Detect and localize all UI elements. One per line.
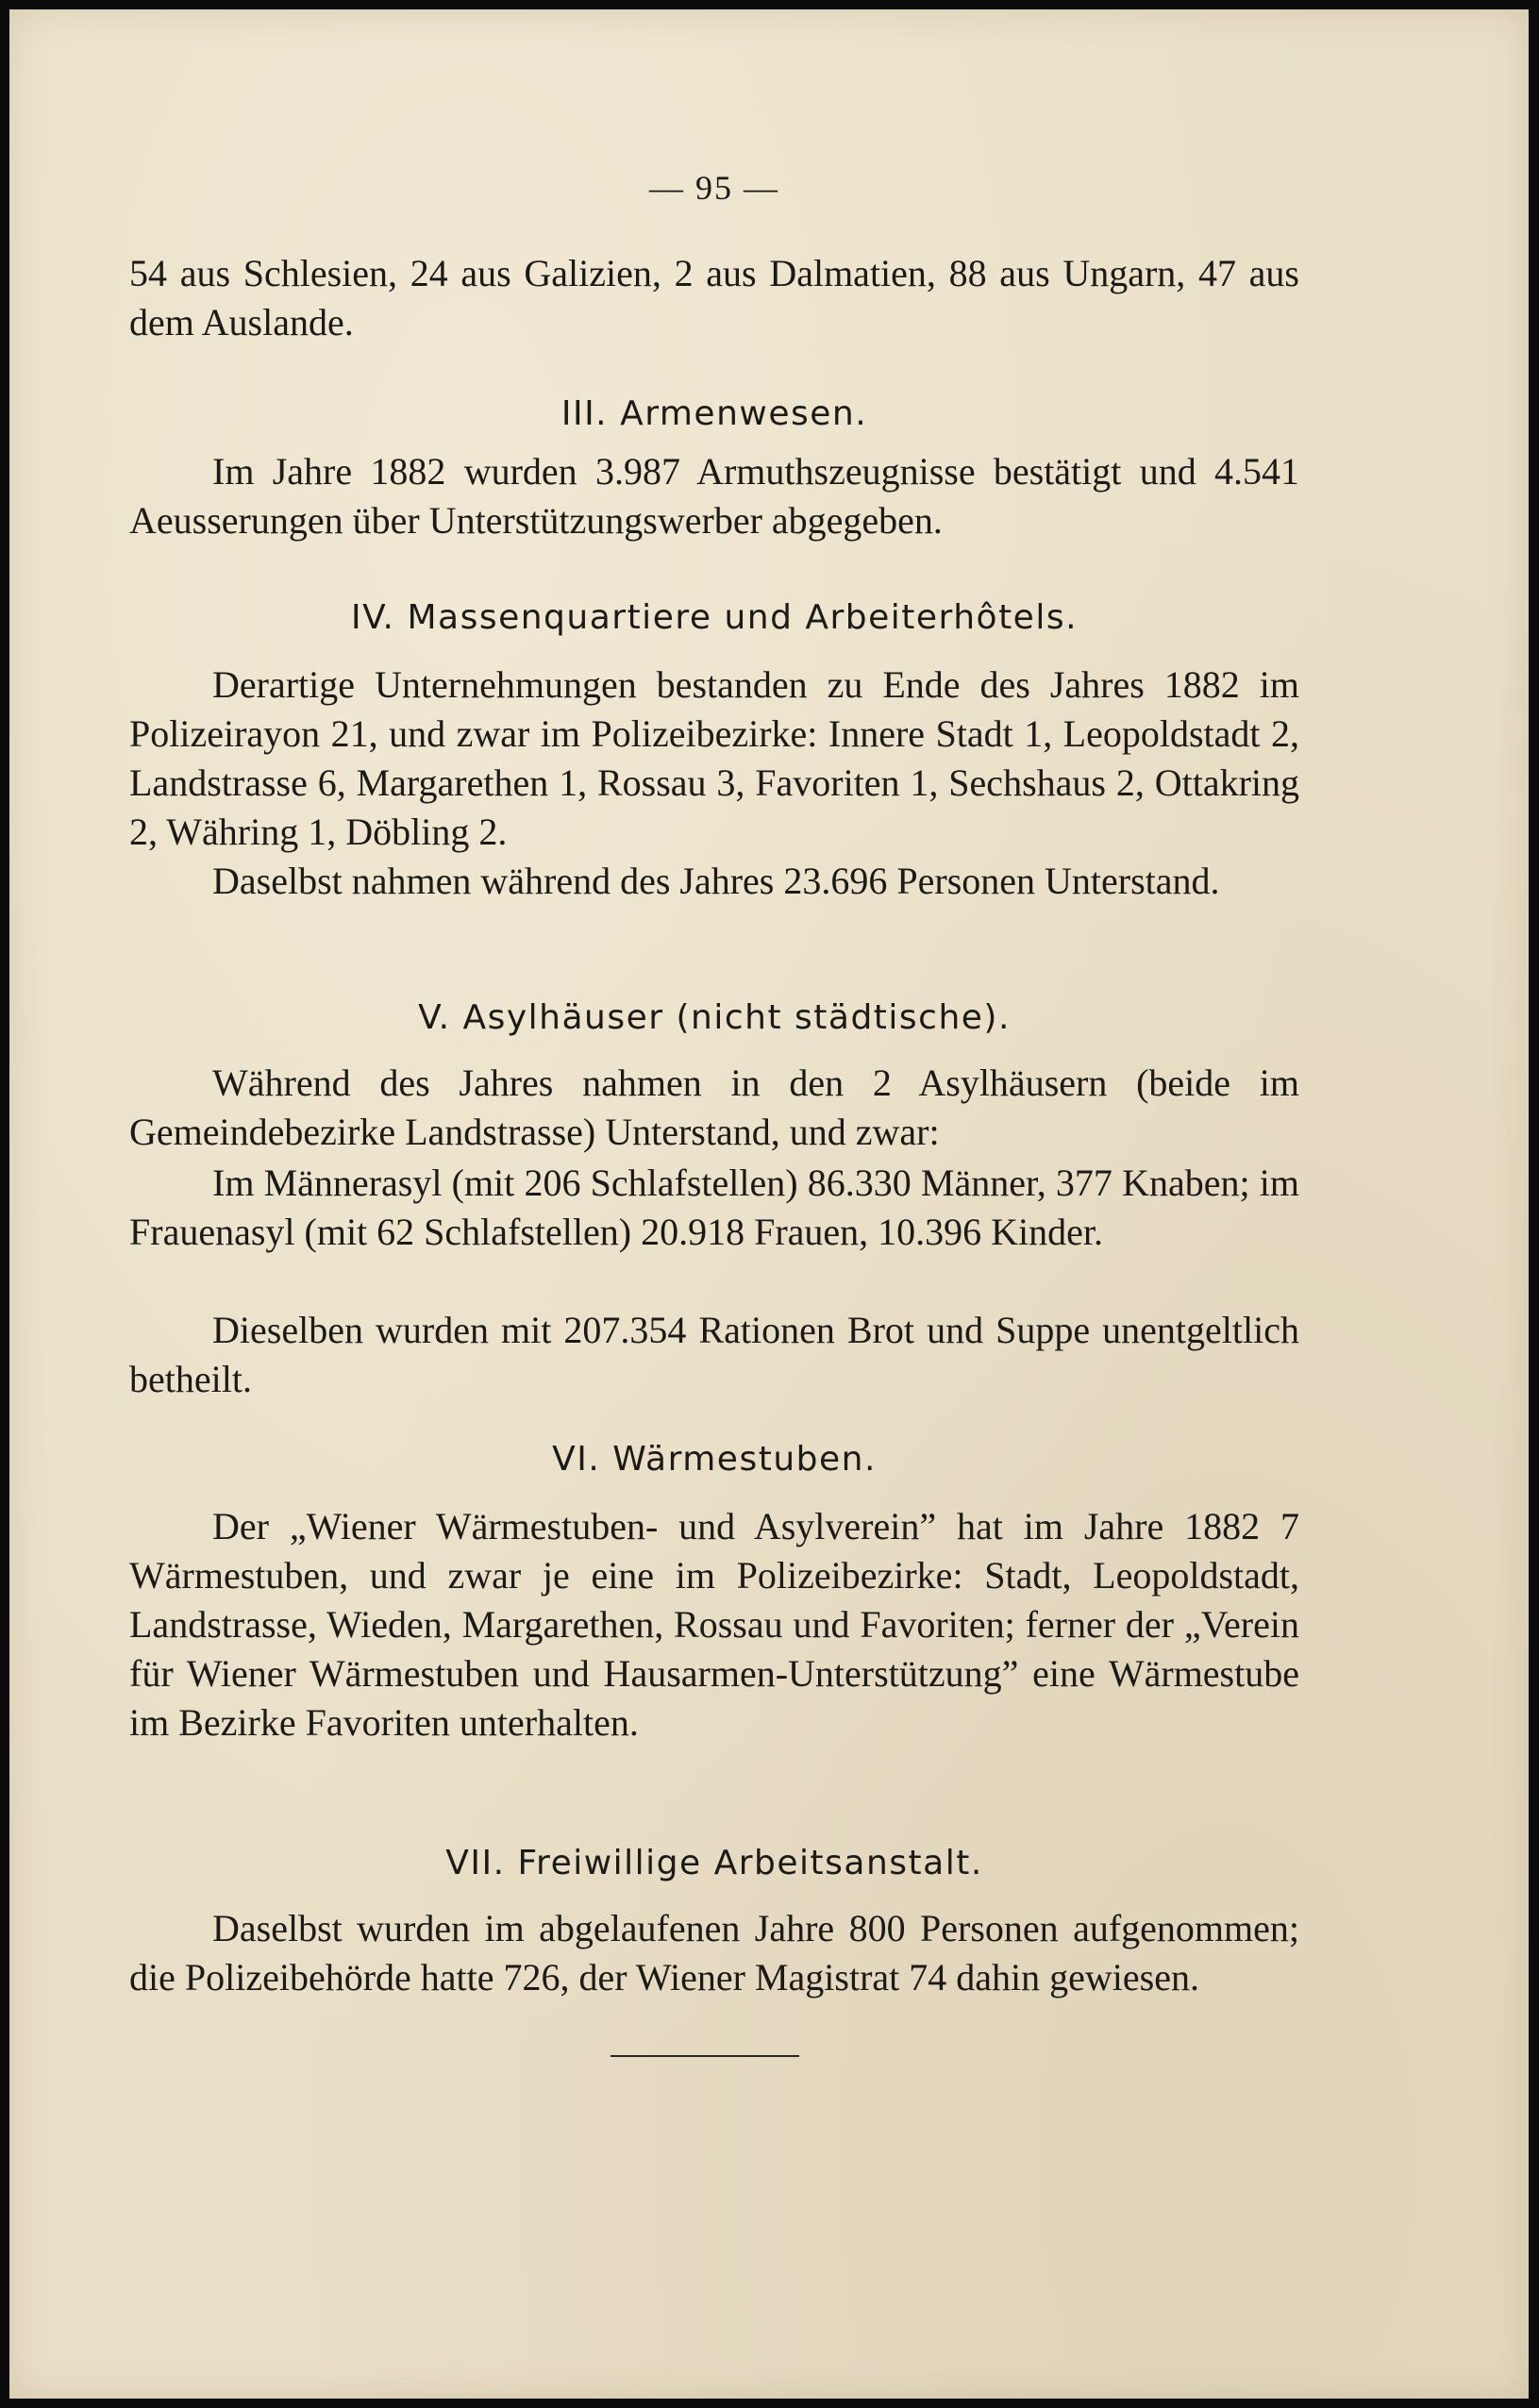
paragraph-armenwesen: Im Jahre 1882 wurden 3.987 Armuthszeugnisse bestätigt und 4.541 Aeusserungen über Unterstützungswerber abgegeben. [129,450,1299,542]
section-heading-massenquartiere: IV. Massenquartiere und Arbeiterhôtels. [350,598,1079,637]
paragraph-massenquartiere-1: Derartige Unternehmungen bestanden zu Ende des Jahres 1882 im Polizeirayon 21, und zwar im Polizeibezirke: Innere Stadt 1, Leopoldstadt 2, Landstrasse 6, Margarethen 1, Rossau 3, Favoriten 1, Sechshaus 2, Ottakring 2, Währing 1, Döbling 2. [129,663,1299,853]
section-heading-waermestuben: VI. Wärmestuben. [552,1440,877,1479]
page-number: — 95 — [649,169,779,207]
paragraph-asylhaeuser-2: Im Männerasyl (mit 206 Schlafstellen) 86.330 Männer, 377 Knaben; im Frauenasyl (mit 62 Schlafstellen) 20.918 Frauen, 10.396 Kinder. [129,1162,1299,1253]
paragraph-massenquartiere-2: Daselbst nahmen während des Jahres 23.696 Personen Unterstand. [212,860,1220,902]
paragraph-waermestuben: Der „Wiener Wärmestuben- und Asylverein” hat im Jahre 1882 7 Wärmestuben, und zwar je eine im Polizeibezirke: Stadt, Leopoldstadt, Landstrasse, Wieden, Margarethen, Rossau und Favoriten; ferner der „Verein für Wiener Wärmestuben und Hausarmen-Unterstützung” eine Wärmestube im Bezirke Favoriten unterhalten. [129,1505,1299,1744]
paragraph-continuation: 54 aus Schlesien, 24 aus Galizien, 2 aus Dalmatien, 88 aus Ungarn, 47 aus dem Auslande. [129,252,1299,343]
scanned-page [9,9,1529,2399]
paragraph-arbeitsanstalt: Daselbst wurden im abgelaufenen Jahre 800 Personen aufgenommen; die Polizeibehörde hatte 726, der Wiener Magistrat 74 dahin gewiesen. [129,1907,1299,1998]
section-heading-armenwesen: III. Armenwesen. [560,394,868,433]
section-heading-arbeitsanstalt: VII. Freiwillige Arbeitsanstalt. [445,1844,983,1882]
closing-rule [611,2055,799,2057]
paragraph-asylhaeuser-3: Dieselben wurden mit 207.354 Rationen Brot und Suppe unentgeltlich betheilt. [129,1309,1299,1400]
paragraph-asylhaeuser-1: Während des Jahres nahmen in den 2 Asylhäusern (beide im Gemeindebezirke Landstrasse) Unterstand, und zwar: [129,1062,1299,1153]
section-heading-asylhaeuser: V. Asylhäuser (nicht städtische). [418,998,1011,1037]
